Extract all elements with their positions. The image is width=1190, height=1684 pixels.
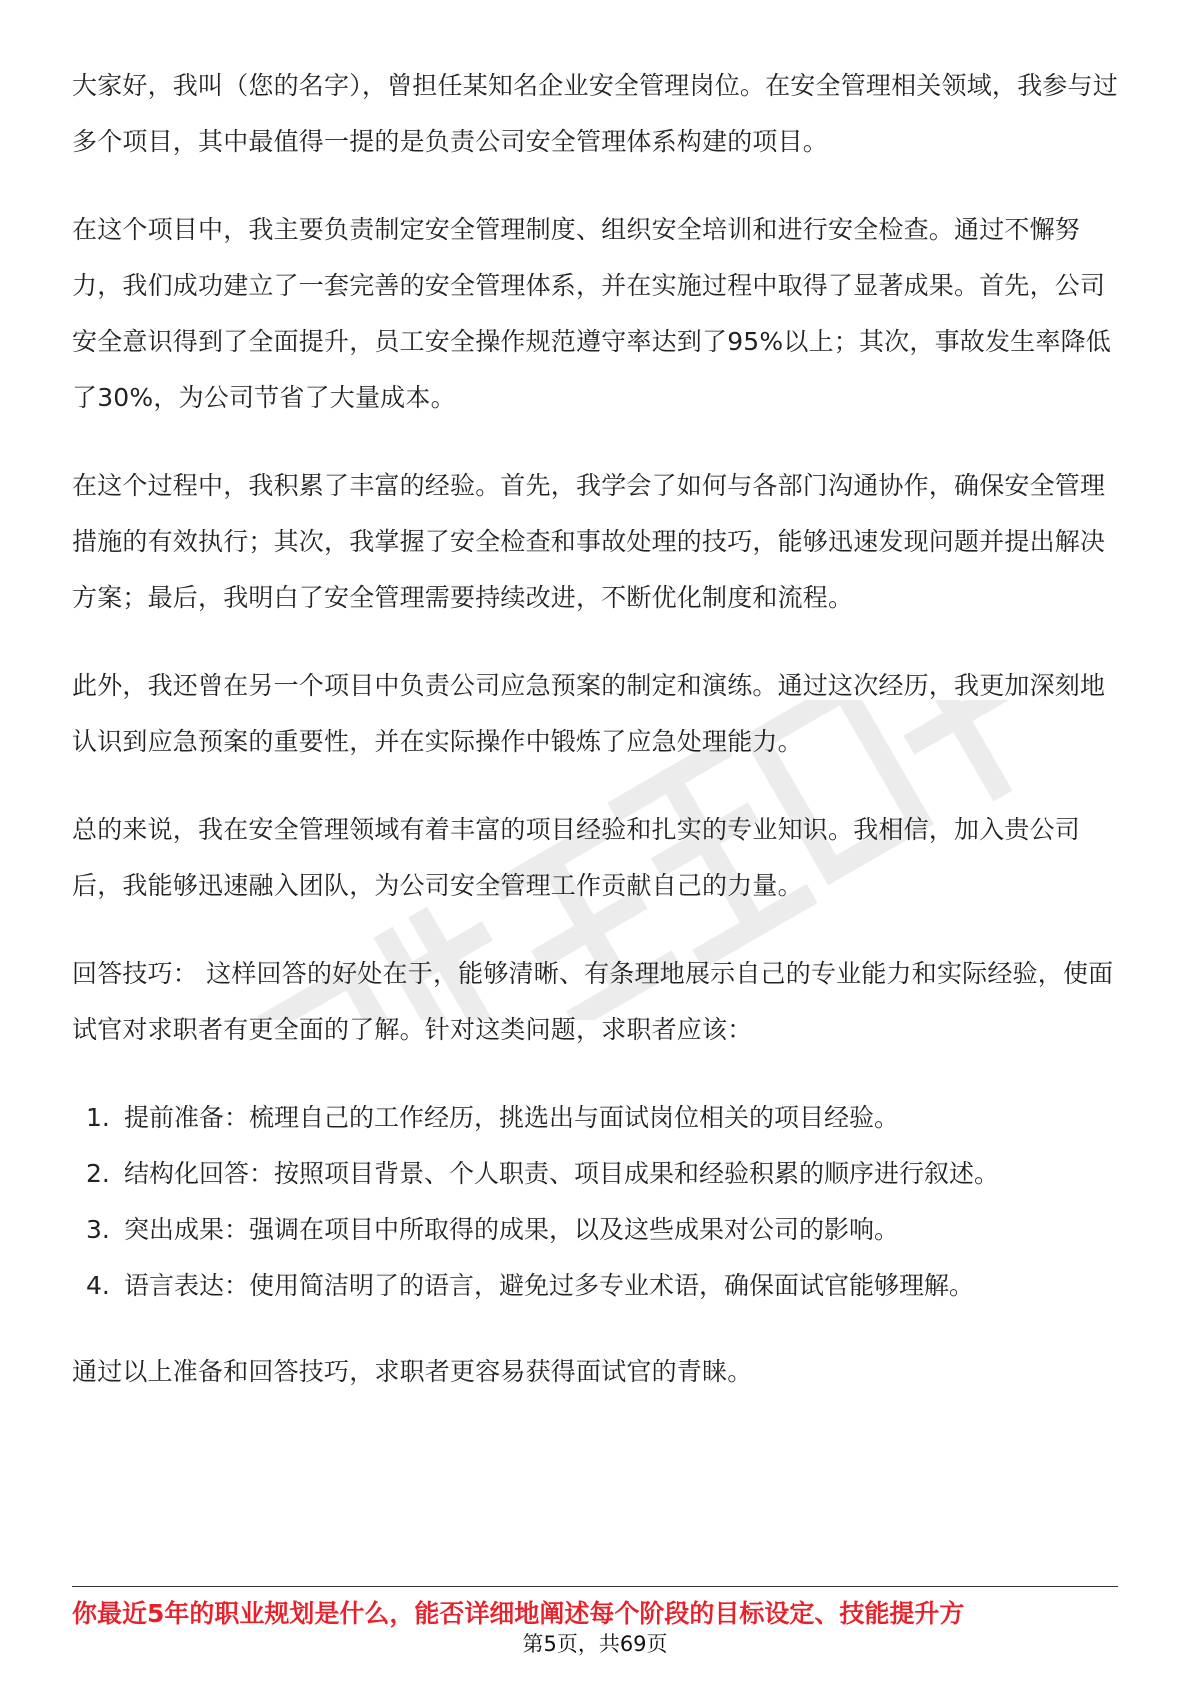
list-item-number: 2. xyxy=(86,1159,110,1188)
list-item xyxy=(72,1090,1118,1146)
intro-paragraph: 大家好，我叫（您的名字），曾担任某知名企业安全管理岗位。在安全管理相关领域，我参与过多个项目，其中最值得一提的是负责公司安全管理体系构建的项目。 xyxy=(72,71,1118,156)
tips-intro-paragraph: 回答技巧： 这样回答的好处在于，能够清晰、有条理地展示自己的专业能力和实际经验，使面试官对求职者有更全面的了解。针对这类问题，求职者应该： xyxy=(72,959,1114,1044)
list-item xyxy=(72,1146,1118,1202)
project-paragraph: 在这个项目中，我主要负责制定安全管理制度、组织安全培训和进行安全检查。通过不懈努力，我们成功建立了一套完善的安全管理体系，并在实施过程中取得了显著成果。首先，公司安全意识得到了全面提升，员工安全操作规范遵守率达到了95%以上；其次，事故发生率降低了30%，为公司节省了大量成本。 xyxy=(72,215,1111,412)
experience-paragraph: 在这个过程中，我积累了丰富的经验。首先，我学会了如何与各部门沟通协作，确保安全管理措施的有效执行；其次，我掌握了安全检查和事故处理的技巧，能够迅速发现问题并提出解决方案；最后，我明白了安全管理需要持续改进，不断优化制度和流程。 xyxy=(72,471,1106,612)
answer-content xyxy=(72,58,1118,1432)
list-item-text: 语言表达：使用简洁明了的语言，避免过多专业术语，确保面试官能够理解。 xyxy=(124,1271,975,1300)
tips-list xyxy=(72,1090,1118,1314)
next-question-heading: 你最近5年的职业规划是什么，能否详细地阐述每个阶段的目标设定、技能提升方 xyxy=(72,1599,965,1628)
list-item xyxy=(72,1258,1118,1314)
section-divider xyxy=(72,1586,1118,1587)
emergency-paragraph: 此外，我还曾在另一个项目中负责公司应急预案的制定和演练。通过这次经历，我更加深刻地认识到应急预案的重要性，并在实际操作中锻炼了应急处理能力。 xyxy=(72,671,1106,756)
page-number: 第5页，共69页 xyxy=(522,1632,668,1656)
closing-paragraph: 通过以上准备和回答技巧，求职者更容易获得面试官的青睐。 xyxy=(72,1357,753,1386)
list-item-number: 4. xyxy=(86,1271,110,1300)
list-item-number: 3. xyxy=(86,1215,110,1244)
list-item-text: 提前准备：梳理自己的工作经历，挑选出与面试岗位相关的项目经验。 xyxy=(124,1103,900,1132)
list-item-number: 1. xyxy=(86,1103,110,1132)
list-item-text: 结构化回答：按照项目背景、个人职责、项目成果和经验积累的顺序进行叙述。 xyxy=(124,1159,1000,1188)
list-item-text: 突出成果：强调在项目中所取得的成果，以及这些成果对公司的影响。 xyxy=(124,1215,900,1244)
list-item xyxy=(72,1202,1118,1258)
summary-paragraph: 总的来说，我在安全管理领域有着丰富的项目经验和扎实的专业知识。我相信，加入贵公司后，我能够迅速融入团队，为公司安全管理工作贡献自己的力量。 xyxy=(72,815,1081,900)
